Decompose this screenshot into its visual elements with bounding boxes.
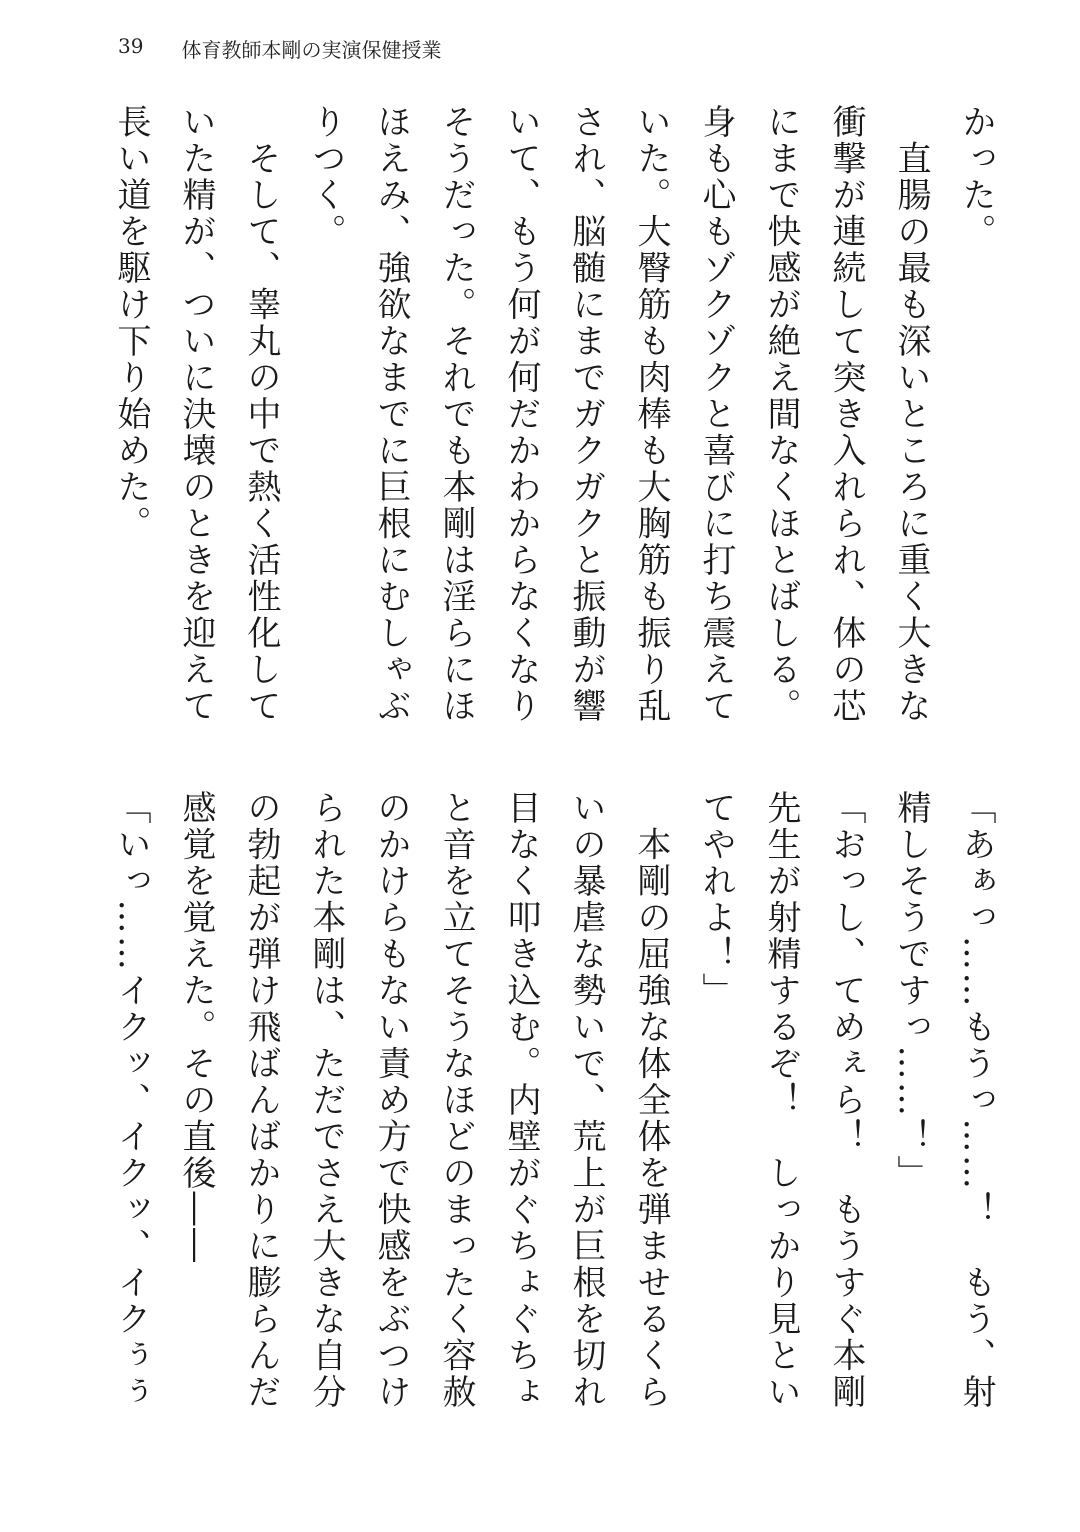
text-line: いの暴虐な勢いで、荒上が巨根を切れ (566, 790, 606, 1411)
text-line: かった。 (956, 104, 996, 250)
text-line: 「あぁっ……もうっ……！ もう、射 (956, 790, 996, 1411)
text-line: の勃起が弾け飛ばんばかりに膨らんだ (241, 790, 281, 1411)
text-line: と音を立てそうなほどのまったく容赦 (436, 790, 476, 1411)
text-line: いて、もう何が何だかわからなくなり (501, 104, 541, 725)
text-line: 「おっし、てめぇら！ もうすぐ本剛 (826, 790, 866, 1411)
text-line: 衝撃が連続して突き入れられ、体の芯 (826, 104, 866, 725)
text-line: いた。大臀筋も肉棒も大胸筋も振り乱 (631, 104, 671, 725)
text-line: ほえみ、強欲なまでに巨根にむしゃぶ (371, 104, 411, 725)
text-block-upper (84, 104, 1008, 744)
text-block-lower (84, 790, 1008, 1470)
text-line: いた精が、ついに決壊のときを迎えて (176, 104, 216, 725)
text-line: 目なく叩き込む。内壁がぐちょぐちょ (501, 790, 541, 1411)
text-line: そうだった。それでも本剛は淫らにほ (436, 104, 476, 725)
text-line: 長い道を駆け下り始めた。 (111, 104, 151, 542)
text-line: 本剛の屈強な体全体を弾ませるくら (631, 790, 671, 1411)
text-line: 先生が射精するぞ！ しっかり見とい (761, 790, 801, 1411)
page-number: 39 (118, 34, 144, 58)
text-line: のかけらもない責め方で快感をぶつけ (371, 790, 411, 1411)
text-line: 感覚を覚えた。その直後―― (176, 790, 216, 1265)
text-line: りつく。 (306, 104, 346, 250)
text-line: 「いっ……イクッ、イクッ、イクぅぅ (111, 790, 151, 1411)
text-line: てやれよ！」 (696, 790, 736, 1009)
page-header (118, 34, 441, 63)
text-line: 直腸の最も深いところに重く大きな (891, 104, 931, 725)
running-title: 体育教師本剛の実演保健授業 (181, 38, 442, 62)
text-line: され、脳髄にまでガクガクと振動が響 (566, 104, 606, 725)
text-line: にまで快感が絶え間なくほとばしる。 (761, 104, 801, 725)
text-line: 身も心もゾクゾクと喜びに打ち震えて (696, 104, 736, 725)
text-line: 精しそうですっ……！」 (891, 790, 931, 1192)
text-line: そして、睾丸の中で熱く活性化して (241, 104, 281, 725)
text-line: られた本剛は、ただでさえ大きな自分 (306, 790, 346, 1411)
